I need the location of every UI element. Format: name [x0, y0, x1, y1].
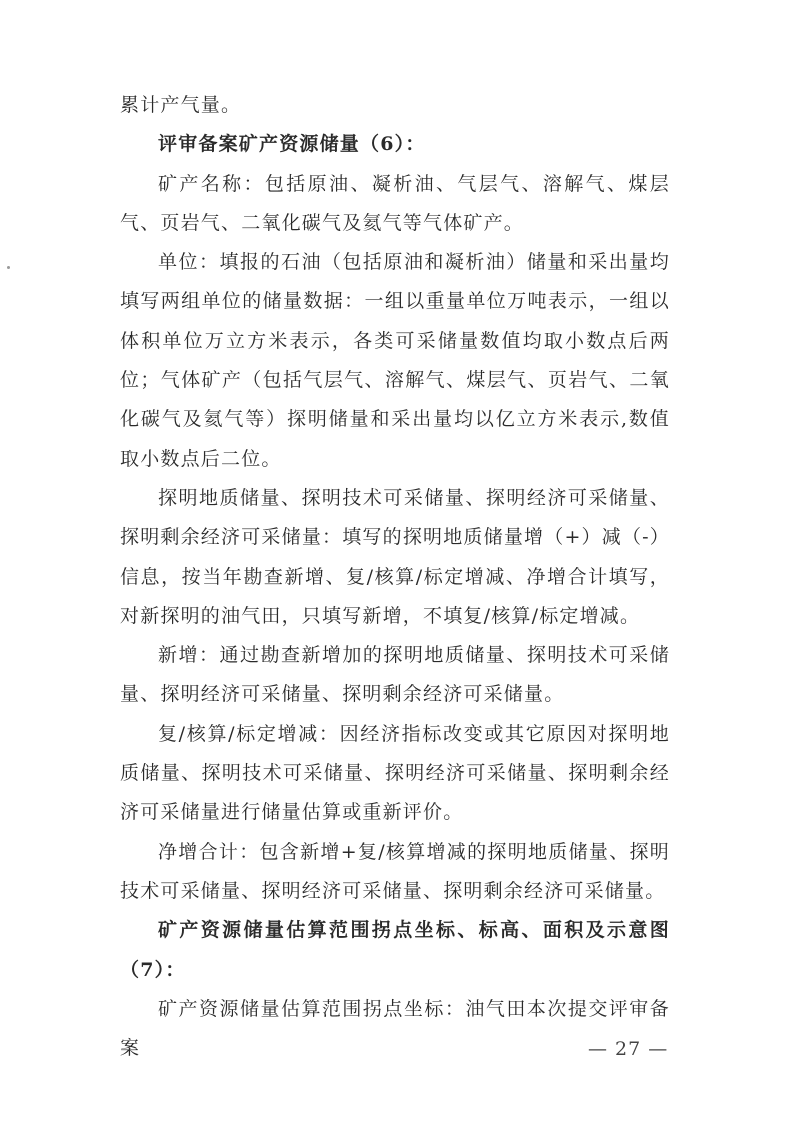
paragraph-corner-coordinates: 矿产资源储量估算范围拐点坐标：油气田本次提交评审备案: [120, 997, 670, 1060]
paragraph-unit: 单位：填报的石油（包括原油和凝析油）储量和采出量均填写两组单位的储量数据：一组以重量单位万吨表示，一组以体积单位万立方米表示，各类可采储量数值均取小数点后两位；气体矿产（包括气层气、溶解气、煤层气、页岩气、二氧化碳气及氦气等）探明储量和采出量均以亿立方米表示,数值取小数点后二位。: [120, 251, 670, 470]
paragraph-mineral-name: 矿产名称：包括原油、凝析油、气层气、溶解气、煤层气、页岩气、二氧化碳气及氦气等气体矿产。: [120, 172, 670, 234]
paragraph-net-total: 净增合计：包含新增+复/核算增减的探明地质储量、探明技术可采储量、探明经济可采储量、探明剩余经济可采储量。: [120, 840, 670, 902]
body-text: [120, 86, 670, 1068]
paragraph-continuation: 累计产气量。: [120, 94, 242, 116]
paragraph-proven-reserves: 探明地质储量、探明技术可采储量、探明经济可采储量、探明剩余经济可采储量：填写的探明地质储量增（+）减（-）信息，按当年勘查新增、复/核算/标定增减、净增合计填写，对新探明的油气田，只填写新增，不填复/核算/标定增减。: [120, 486, 670, 627]
paragraph-recalculation: 复/核算/标定增减：因经济指标改变或其它原因对探明地质储量、探明技术可采储量、探明经济可采储量、探明剩余经济可采储量进行储量估算或重新评价。: [120, 722, 670, 824]
page-number: — 27 —: [588, 1038, 669, 1060]
paragraph-new-additions: 新增：通过勘查新增加的探明地质储量、探明技术可采储量、探明经济可采储量、探明剩余经济可采储量。: [120, 644, 670, 706]
heading-estimation-range: 矿产资源储量估算范围拐点坐标、标高、面积及示意图（7）：: [120, 919, 670, 981]
heading-reserves-record: 评审备案矿产资源储量（6）：: [158, 133, 426, 156]
margin-dot: [7, 266, 10, 269]
